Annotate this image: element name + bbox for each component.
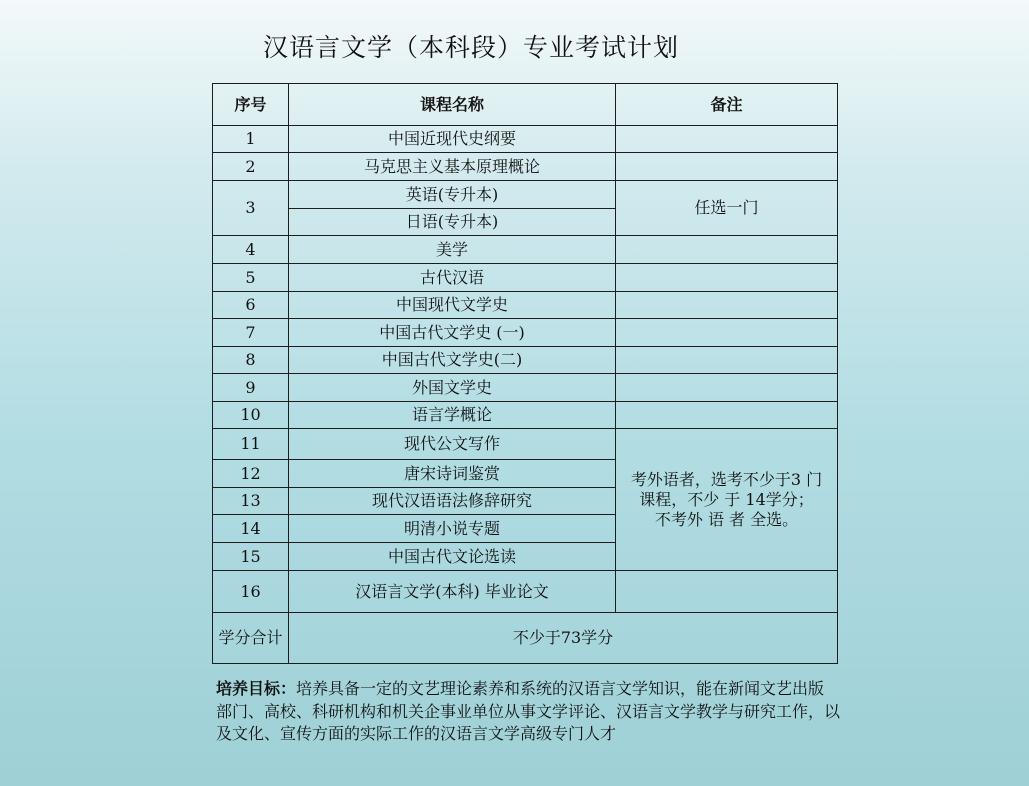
exam-plan-table: [212, 83, 838, 664]
row-no: 5: [213, 264, 289, 292]
row-remark: [616, 319, 838, 347]
row-remark: [616, 402, 838, 429]
row-no: 11: [213, 429, 289, 460]
remark-elective-rule: [616, 429, 838, 571]
row-remark: [616, 347, 838, 374]
row-course: 外国文学史: [289, 374, 616, 402]
training-objective: [216, 678, 840, 746]
row-course: 美学: [289, 236, 616, 264]
objective-label: 培养目标：: [216, 679, 297, 698]
row-no: 1: [213, 126, 289, 153]
page-title: 汉语言文学（本科段）专业考试计划: [263, 33, 680, 62]
row-no: 9: [213, 374, 289, 402]
total-value: 不少于73学分: [289, 613, 838, 664]
remark-line: 课程，不少 于 14学分；: [639, 489, 814, 509]
row-course: 唐宋诗词鉴赏: [289, 460, 616, 488]
row-no: 14: [213, 515, 289, 543]
row-no: 10: [213, 402, 289, 429]
table-row: [213, 319, 838, 347]
row-no: 7: [213, 319, 289, 347]
table-row: [213, 264, 838, 292]
row-course: 明清小说专题: [289, 515, 616, 543]
row-no: 13: [213, 488, 289, 515]
row-remark: [616, 264, 838, 292]
row-course: 汉语言文学(本科) 毕业论文: [289, 571, 616, 613]
table-row: [213, 571, 838, 613]
remark-line: 不考外 语 者 全选。: [654, 509, 799, 529]
row-course: 中国古代文学史(二): [289, 347, 616, 374]
row-course: 现代汉语语法修辞研究: [289, 488, 616, 515]
table-row: [213, 181, 838, 209]
table-row: [213, 292, 838, 319]
table-row: [213, 153, 838, 181]
table-row: [213, 429, 838, 460]
row-no: 3: [213, 181, 289, 236]
table-row: [213, 236, 838, 264]
row-course: 中国近现代史纲要: [289, 126, 616, 153]
row-remark: [616, 292, 838, 319]
row-no: 2: [213, 153, 289, 181]
row-course: 古代汉语: [289, 264, 616, 292]
row-no: 6: [213, 292, 289, 319]
row-remark: [616, 571, 838, 613]
row-remark: [616, 374, 838, 402]
table-row: [213, 402, 838, 429]
table-header-row: [213, 84, 838, 126]
row-no: 4: [213, 236, 289, 264]
objective-text: 培养具备一定的文艺理论素养和系统的汉语言文学知识，能在新闻文艺出版部门、高校、科研机构和机关企事业单位从事文学评论、汉语言文学教学与研究工作，以及文化、宣传方面的实际工作的汉语言文学高级专门人才: [216, 679, 841, 743]
header-no: 序号: [213, 84, 289, 126]
row-remark: [616, 236, 838, 264]
row-no: 15: [213, 543, 289, 571]
remark-line: 考外语者，选考不少于3 门: [630, 469, 823, 489]
table-row: [213, 126, 838, 153]
row-course: 语言学概论: [289, 402, 616, 429]
row-course: 日语(专升本): [289, 209, 616, 236]
row-remark: [616, 153, 838, 181]
table-row: [213, 347, 838, 374]
table-row: [213, 374, 838, 402]
header-remark: 备注: [616, 84, 838, 126]
total-label: 学分合计: [213, 613, 289, 664]
total-row: [213, 613, 838, 664]
row-course: 中国古代文论选读: [289, 543, 616, 571]
remark-language-choice: 任选一门: [616, 181, 838, 236]
row-course: 现代公文写作: [289, 429, 616, 460]
row-no: 16: [213, 571, 289, 613]
header-course: 课程名称: [289, 84, 616, 126]
row-no: 12: [213, 460, 289, 488]
row-course: 中国古代文学史 (一): [289, 319, 616, 347]
row-course: 马克思主义基本原理概论: [289, 153, 616, 181]
row-no: 8: [213, 347, 289, 374]
row-course: 英语(专升本): [289, 181, 616, 209]
row-remark: [616, 126, 838, 153]
row-course: 中国现代文学史: [289, 292, 616, 319]
